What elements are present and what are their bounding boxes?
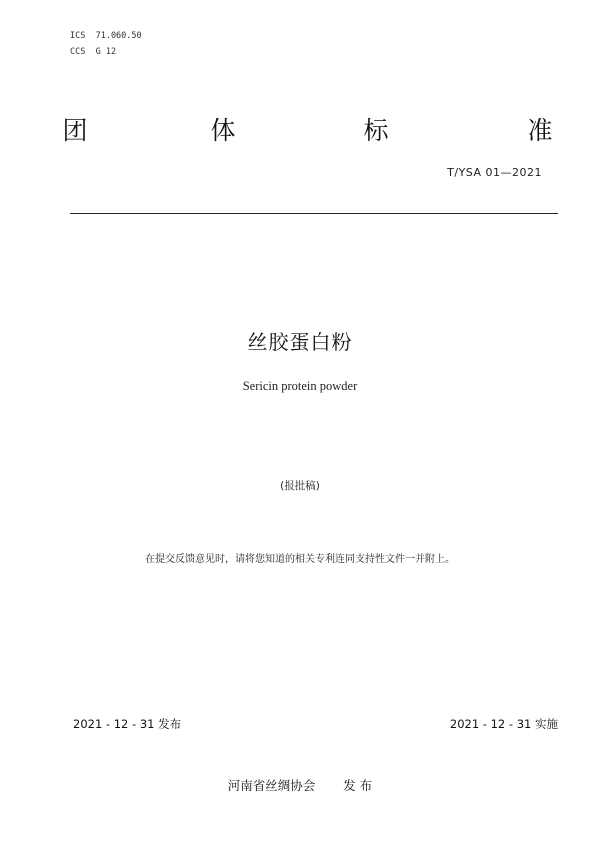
- category-char-1: 团: [62, 116, 88, 145]
- issuer-organization: 河南省丝绸协会: [227, 778, 316, 793]
- implementation-date: 2021 - 12 - 31 实施: [449, 717, 558, 731]
- patent-notice: 在提交反馈意见时，请将您知道的相关专利连同支持性文件一并附上。: [145, 554, 455, 565]
- issuer-action: 发 布: [343, 778, 373, 793]
- issue-date: 2021 - 12 - 31 发布: [73, 717, 182, 731]
- header-divider: [70, 213, 558, 214]
- standard-category-title: [60, 116, 560, 150]
- ccs-code: CCS G 12: [70, 47, 117, 57]
- classification-codes: [70, 28, 142, 60]
- standard-number: T/YSA 01—2021: [447, 166, 542, 179]
- category-char-4: 准: [527, 116, 553, 145]
- issuing-body: [0, 776, 600, 794]
- document-title-zh: 丝胶蛋白粉: [247, 330, 353, 354]
- category-char-2: 体: [210, 116, 236, 145]
- ics-code: ICS 71.060.50: [70, 31, 142, 41]
- draft-stage-label: (报批稿): [280, 480, 320, 492]
- document-title-en: Sericin protein powder: [242, 379, 358, 393]
- category-char-3: 标: [363, 116, 389, 145]
